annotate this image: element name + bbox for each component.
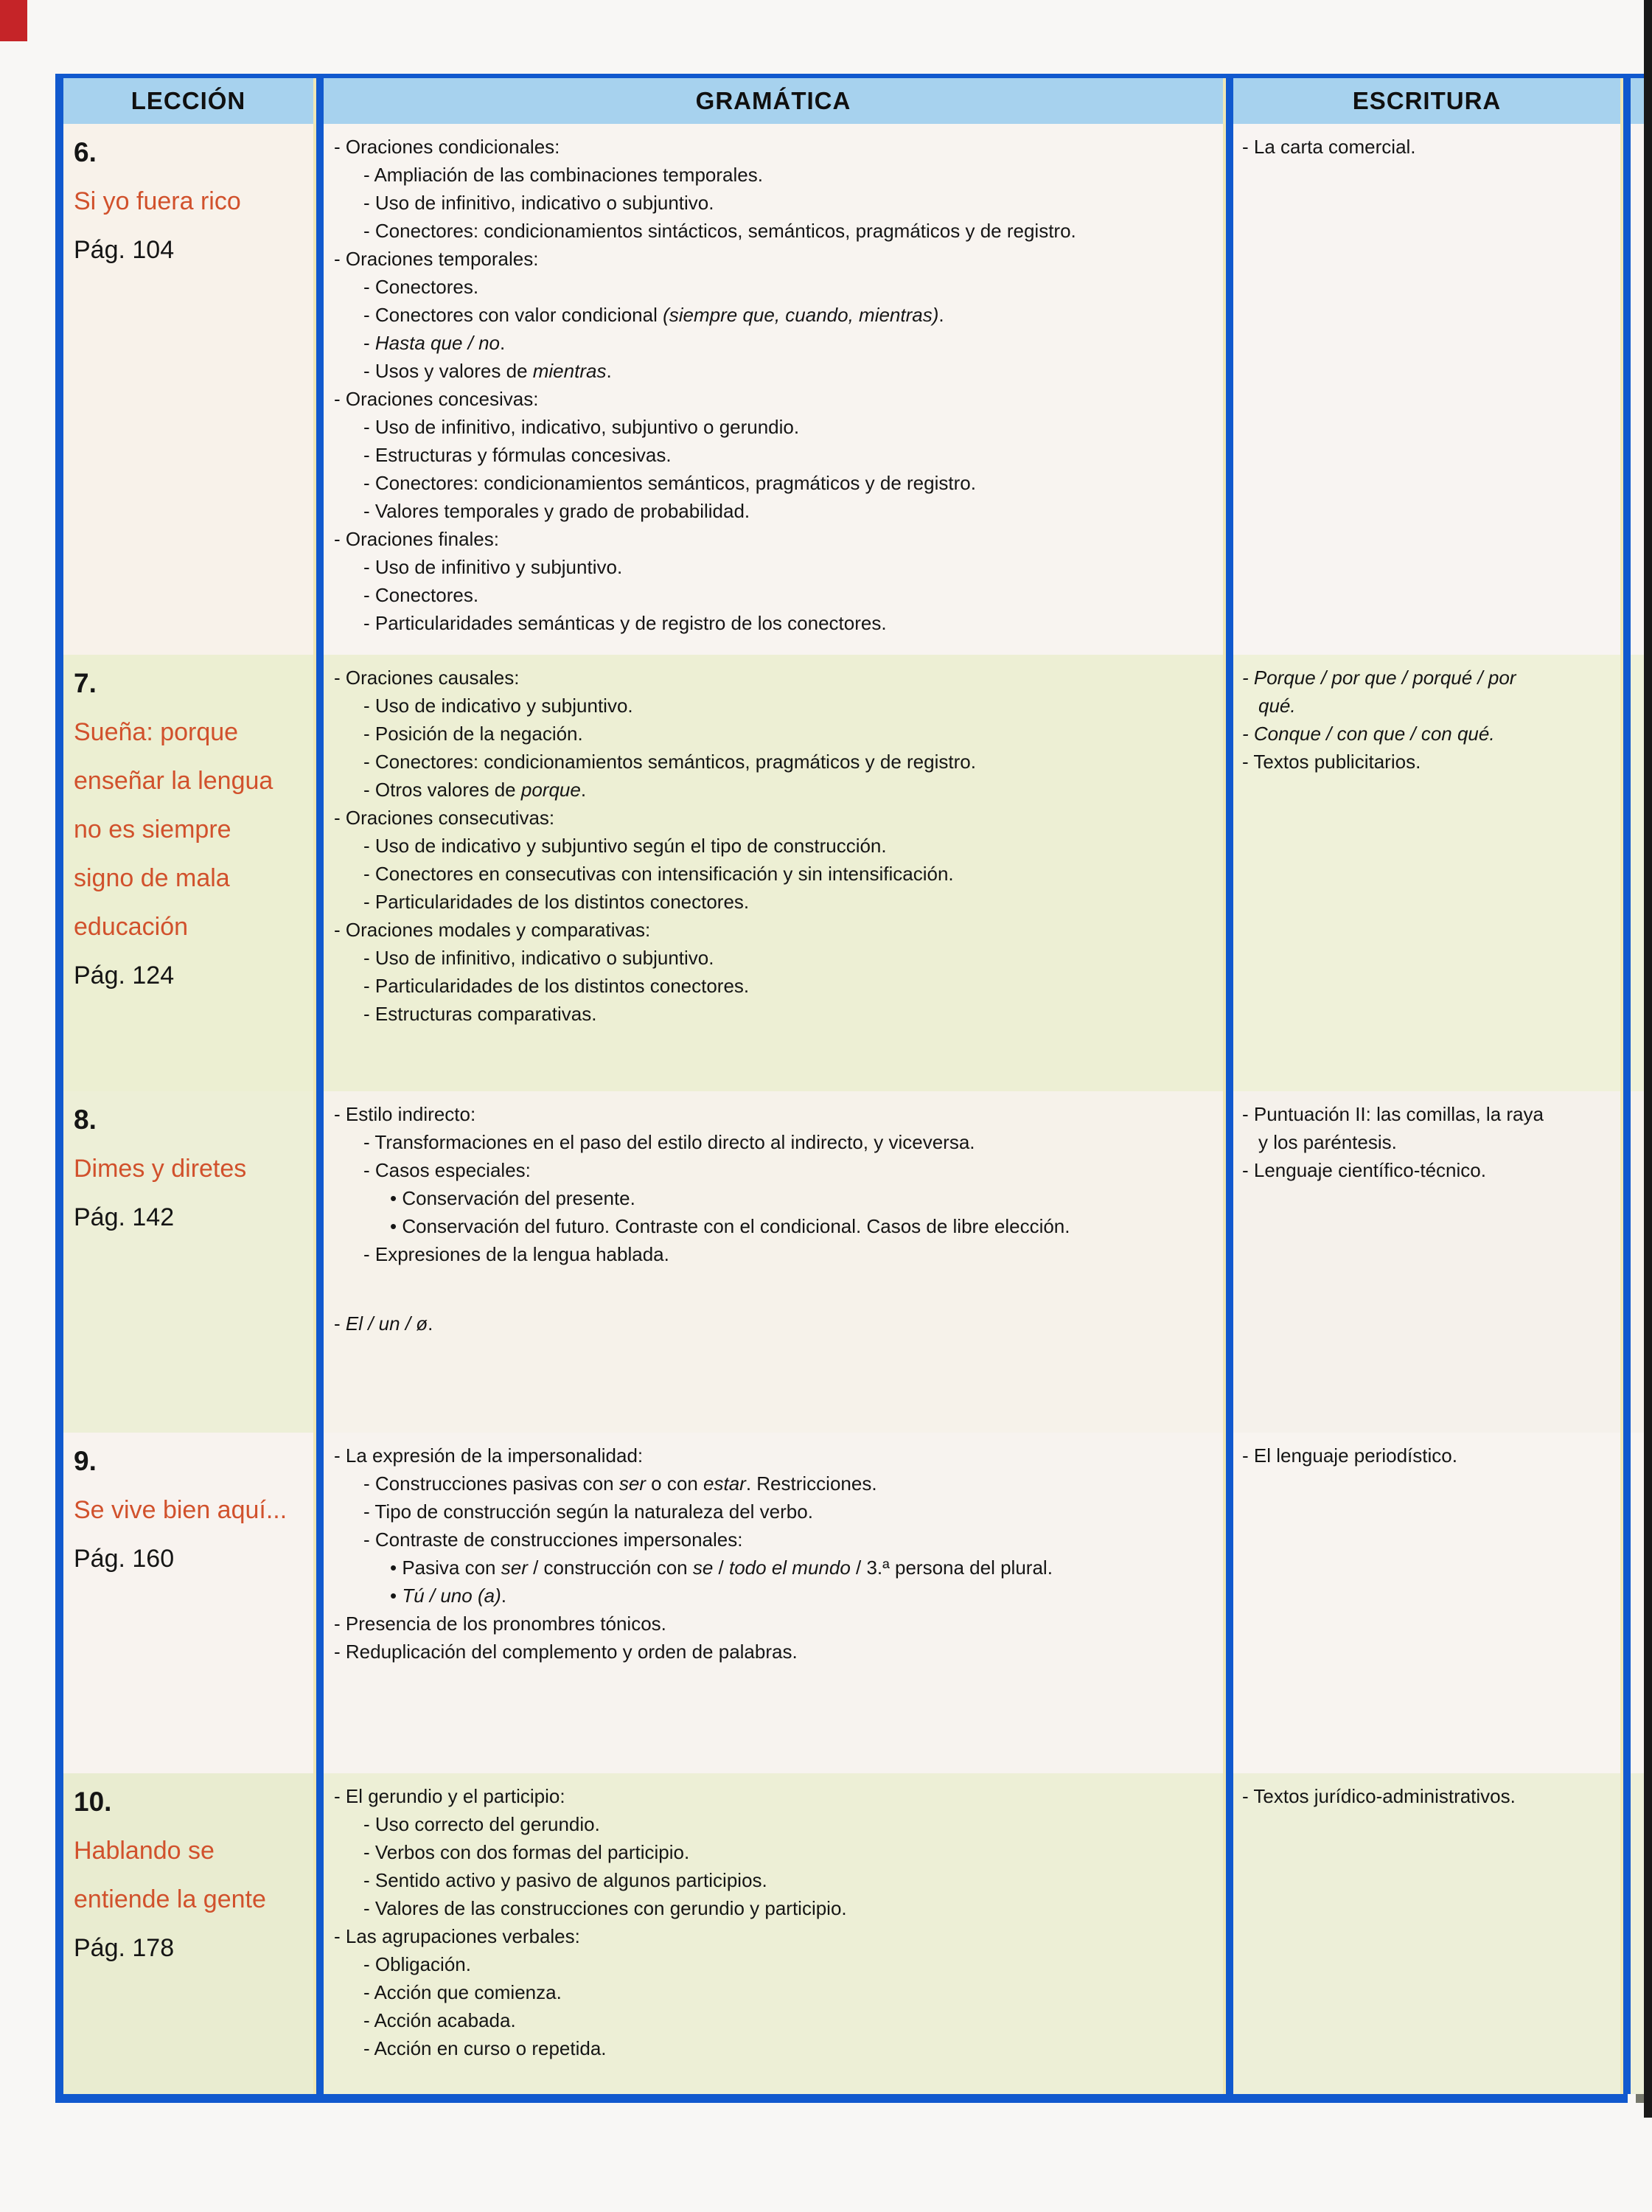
table-right-border	[1620, 1433, 1631, 1773]
toc-line: - Las agrupaciones verbales:	[334, 1925, 580, 1947]
toc-line: - Uso de infinitivo y subjuntivo.	[363, 556, 623, 578]
toc-line: - Particularidades de los distintos conectores.	[363, 975, 750, 997]
table-left-border	[55, 74, 63, 2103]
toc-line: - El / un / ø.	[334, 1312, 433, 1335]
lesson-page-ref: Pág. 124	[74, 961, 175, 990]
scan-bleed-sliver	[1631, 655, 1644, 1091]
lesson-title	[74, 1826, 307, 1924]
lesson-title-line: Dimes y diretes	[74, 1155, 247, 1183]
escritura-cell	[1233, 1433, 1620, 1773]
scan-bleed-sliver	[1631, 1773, 1644, 2094]
lesson-cell	[63, 124, 313, 655]
toc-line: - Particularidades de los distintos conectores.	[363, 891, 750, 913]
lesson-title-line: signo de mala	[74, 864, 230, 892]
lesson-number: 7.	[74, 668, 97, 698]
lesson-cell	[63, 1433, 313, 1773]
lesson-title	[74, 177, 307, 226]
toc-line: - Porque / por que / porqué / por	[1242, 667, 1516, 689]
toc-line: - Textos publicitarios.	[1242, 751, 1421, 773]
lesson-title-line: Hablando se	[74, 1837, 215, 1865]
toc-line: - El lenguaje periodístico.	[1242, 1444, 1457, 1467]
toc-line: - Obligación.	[363, 1953, 471, 1975]
lesson-page-ref: Pág. 142	[74, 1203, 175, 1231]
lesson-number: 8.	[74, 1105, 97, 1135]
column-divider	[1223, 1091, 1233, 1433]
lesson-title-line: no es siempre	[74, 815, 231, 844]
toc-line: - Conque / con que / con qué.	[1242, 723, 1495, 745]
toc-line: • Pasiva con ser / construcción con se / todo el mundo / 3.ª persona del plural.	[390, 1557, 1053, 1579]
gramatica-cell	[324, 655, 1223, 1091]
toc-line-spacer	[334, 1268, 1219, 1310]
lesson-cell	[63, 1773, 313, 2094]
toc-line: - Estilo indirecto:	[334, 1103, 476, 1125]
toc-line: qué.	[1258, 695, 1296, 717]
table-bottom-border	[55, 2093, 1628, 2103]
toc-line: - Acción que comienza.	[363, 1981, 562, 2003]
toc-line: - Tipo de construcción según la naturaleza del verbo.	[363, 1500, 813, 1523]
toc-line: - Oraciones modales y comparativas:	[334, 919, 651, 941]
toc-line: - Valores de las construcciones con gerundio y participio.	[363, 1897, 847, 1919]
lesson-cell	[63, 1091, 313, 1433]
escritura-cell	[1233, 1773, 1620, 2094]
toc-line: - Casos especiales:	[363, 1159, 531, 1181]
lesson-number: 10.	[74, 1787, 112, 1817]
lesson-title-line: Sueña: porque	[74, 718, 239, 746]
toc-line: - Otros valores de porque.	[363, 779, 587, 801]
toc-line: - Oraciones causales:	[334, 667, 520, 689]
lesson-title-line: enseñar la lengua	[74, 767, 273, 795]
toc-line: - Valores temporales y grado de probabilidad.	[363, 500, 750, 522]
table-right-border	[1620, 124, 1631, 655]
gramatica-cell	[324, 1091, 1223, 1433]
toc-line: - Conectores.	[363, 584, 479, 606]
column-divider	[1223, 124, 1233, 655]
toc-line: - Verbos con dos formas del participio.	[363, 1841, 690, 1863]
lesson-title	[74, 1486, 307, 1534]
toc-line: - Posición de la negación.	[363, 723, 583, 745]
scan-bleed-sliver	[1631, 1433, 1644, 1773]
toc-line: - Presencia de los pronombres tónicos.	[334, 1613, 666, 1635]
toc-line: - Uso de indicativo y subjuntivo según el tipo de construcción.	[363, 835, 887, 857]
toc-line: - La expresión de la impersonalidad:	[334, 1444, 644, 1467]
lesson-row	[63, 124, 1644, 655]
lesson-number: 9.	[74, 1446, 97, 1476]
page-edge-red-mark	[0, 0, 27, 41]
lesson-title	[74, 1144, 307, 1193]
gramatica-cell	[324, 124, 1223, 655]
table-right-border	[1620, 1773, 1631, 2094]
column-divider	[313, 1091, 324, 1433]
scan-bleed-sliver	[1631, 78, 1644, 124]
toc-line: - Acción acabada.	[363, 2009, 516, 2031]
lesson-title	[74, 708, 307, 951]
toc-line: - Conectores con valor condicional (siempre que, cuando, mientras).	[363, 304, 944, 326]
toc-line: - Estructuras y fórmulas concesivas.	[363, 444, 672, 466]
column-divider	[1223, 78, 1233, 124]
toc-line: - Uso de infinitivo, indicativo o subjuntivo.	[363, 192, 714, 214]
toc-line: - Oraciones consecutivas:	[334, 807, 555, 829]
lesson-cell	[63, 655, 313, 1091]
table-right-border	[1620, 1091, 1631, 1433]
gramatica-cell	[324, 1433, 1223, 1773]
table-body	[63, 124, 1644, 2094]
toc-line: y los paréntesis.	[1258, 1131, 1397, 1153]
toc-line: - La carta comercial.	[1242, 136, 1416, 158]
column-divider	[313, 1773, 324, 2094]
column-divider	[313, 124, 324, 655]
toc-line: - El gerundio y el participio:	[334, 1785, 565, 1807]
column-header-leccion: LECCIÓN	[63, 78, 313, 124]
toc-line: - Estructuras comparativas.	[363, 1003, 597, 1025]
column-divider	[313, 78, 324, 124]
toc-line: - Oraciones concesivas:	[334, 388, 539, 410]
toc-line: - Puntuación II: las comillas, la raya	[1242, 1103, 1544, 1125]
gramatica-cell	[324, 1773, 1223, 2094]
lesson-title-line: entiende la gente	[74, 1885, 266, 1913]
toc-line: - Oraciones finales:	[334, 528, 499, 550]
toc-line: - Lenguaje científico-técnico.	[1242, 1159, 1486, 1181]
column-divider	[313, 655, 324, 1091]
toc-line: - Uso correcto del gerundio.	[363, 1813, 600, 1835]
column-header-gramatica: GRAMÁTICA	[324, 78, 1223, 124]
toc-line: - Reduplicación del complemento y orden de palabras.	[334, 1641, 798, 1663]
toc-line: - Hasta que / no.	[363, 332, 506, 354]
toc-line: - Conectores: condicionamientos sintácticos, semánticos, pragmáticos y de registro.	[363, 220, 1076, 242]
toc-line: - Expresiones de la lengua hablada.	[363, 1243, 669, 1265]
table-header-row	[63, 78, 1644, 124]
lesson-row	[63, 1091, 1644, 1433]
column-divider	[1223, 655, 1233, 1091]
scan-bleed-sliver	[1631, 124, 1644, 655]
scan-edge-strip	[1644, 0, 1652, 2118]
toc-line: - Uso de indicativo y subjuntivo.	[363, 695, 633, 717]
lesson-title-line: Si yo fuera rico	[74, 187, 241, 215]
column-divider	[1223, 1433, 1233, 1773]
table-inner	[63, 78, 1644, 2094]
toc-line: - Conectores en consecutivas con intensificación y sin intensificación.	[363, 863, 954, 885]
scan-bleed-sliver	[1631, 1091, 1644, 1433]
toc-line: - Sentido activo y pasivo de algunos participios.	[363, 1869, 767, 1891]
lesson-row	[63, 1433, 1644, 1773]
toc-line: - Ampliación de las combinaciones temporales.	[363, 164, 763, 186]
toc-line: • Conservación del presente.	[390, 1187, 635, 1209]
lesson-title-line: educación	[74, 913, 189, 941]
lesson-title-line: Se vive bien aquí...	[74, 1496, 287, 1524]
lesson-row	[63, 1773, 1644, 2094]
column-header-escritura: ESCRITURA	[1233, 78, 1620, 124]
escritura-cell	[1233, 655, 1620, 1091]
lesson-row	[63, 655, 1644, 1091]
toc-line: - Uso de infinitivo, indicativo o subjuntivo.	[363, 947, 714, 969]
toc-line: - Conectores: condicionamientos semánticos, pragmáticos y de registro.	[363, 472, 976, 494]
toc-line: - Usos y valores de mientras.	[363, 360, 612, 382]
toc-line: - Textos jurídico-administrativos.	[1242, 1785, 1516, 1807]
toc-line: - Oraciones temporales:	[334, 248, 539, 270]
table-right-border	[1620, 655, 1631, 1091]
toc-line: • Conservación del futuro. Contraste con el condicional. Casos de libre elección.	[390, 1215, 1070, 1237]
table-right-border	[1620, 78, 1631, 124]
toc-line: - Contraste de construcciones impersonales:	[363, 1528, 743, 1551]
toc-line: • Tú / uno (a).	[390, 1585, 506, 1607]
column-divider	[313, 1433, 324, 1773]
lesson-page-ref: Pág. 160	[74, 1545, 175, 1573]
escritura-cell	[1233, 1091, 1620, 1433]
toc-line: - Uso de infinitivo, indicativo, subjuntivo o gerundio.	[363, 416, 800, 438]
escritura-cell	[1233, 124, 1620, 655]
toc-line: - Conectores.	[363, 276, 479, 298]
lesson-page-ref: Pág. 178	[74, 1934, 175, 1962]
toc-line: - Construcciones pasivas con ser o con estar. Restricciones.	[363, 1472, 877, 1495]
toc-line: - Acción en curso o repetida.	[363, 2037, 607, 2059]
toc-line: - Transformaciones en el paso del estilo directo al indirecto, y viceversa.	[363, 1131, 975, 1153]
lesson-number: 6.	[74, 137, 97, 167]
column-divider	[1223, 1773, 1233, 2094]
toc-line: - Oraciones condicionales:	[334, 136, 560, 158]
toc-line: - Particularidades semánticas y de registro de los conectores.	[363, 612, 887, 634]
lesson-page-ref: Pág. 104	[74, 236, 175, 264]
toc-line: - Conectores: condicionamientos semánticos, pragmáticos y de registro.	[363, 751, 976, 773]
